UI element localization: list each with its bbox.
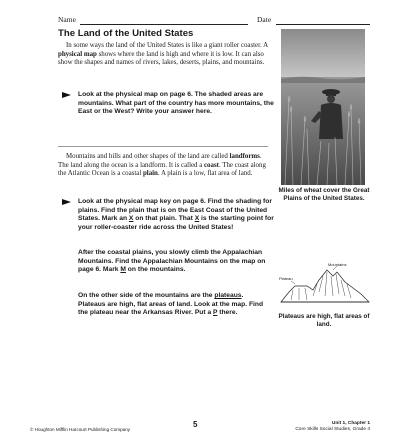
date-label: Date [257, 15, 272, 24]
arrow-icon [62, 199, 71, 205]
arrow-icon [62, 92, 71, 98]
landforms-paragraph: Mountains and hills and other shapes of the land are called landforms. The land along the ocean is a landform. It is called a coast. The coast along the Atlantic Ocean is a coastal plain. A plain is a low, flat area of land. [58, 153, 266, 178]
name-line[interactable] [80, 24, 248, 25]
page-title: The Land of the United States [58, 28, 194, 39]
intro-paragraph: In some ways the land of the United States is like a giant roller coaster. A physical map shows where the land is high and where it is low. It can also show the shapes and names of rivers, lakes, deserts, plains, and mountains. [58, 42, 268, 67]
date-line[interactable] [276, 24, 370, 25]
wheat-field-photo [281, 29, 365, 185]
task-mountains-question: Look at the physical map on page 6. The shaded areas are mountains. What part of the country has more mountains, the East or the West? Write your answer here. [62, 91, 284, 117]
copyright: © Houghton Mifflin Harcourt Publishing Company [30, 427, 131, 432]
mountains-label: Mountains [328, 262, 347, 267]
unit-info: Unit 1, Chapter 1 Core Skills Social Studies, Grade 4 [295, 421, 370, 432]
name-label: Name [58, 15, 76, 24]
task-mark-coastal-plain: Look at the physical map key on page 6. Find the shading for plains. Find the plain that is on the East Coast of the United States. Mark an X on that plain. That X is the starting point for your roller-coaster ride across the United States! [62, 198, 284, 232]
answer-line[interactable] [58, 146, 268, 147]
diagram-caption: Plateaus are high, flat areas of land. [278, 313, 370, 328]
task-mark-plateau: On the other side of the mountains are the plateaus. Plateaus are high, flat areas of land. Look at the map. Find the plateau near the Arkansas River. Put a P there. [78, 292, 264, 317]
page-number: 5 [193, 420, 198, 429]
task-mark-mountains: After the coastal plains, you slowly climb the Appalachian Mountains. Find the Appalachian Mountains on the map on page 6. Mark M on the mountains. [78, 249, 266, 274]
plateau-label: Plateau [279, 276, 293, 281]
plateau-diagram [279, 262, 371, 310]
photo-caption: Miles of wheat cover the Great Plains of the United States. [278, 187, 370, 202]
